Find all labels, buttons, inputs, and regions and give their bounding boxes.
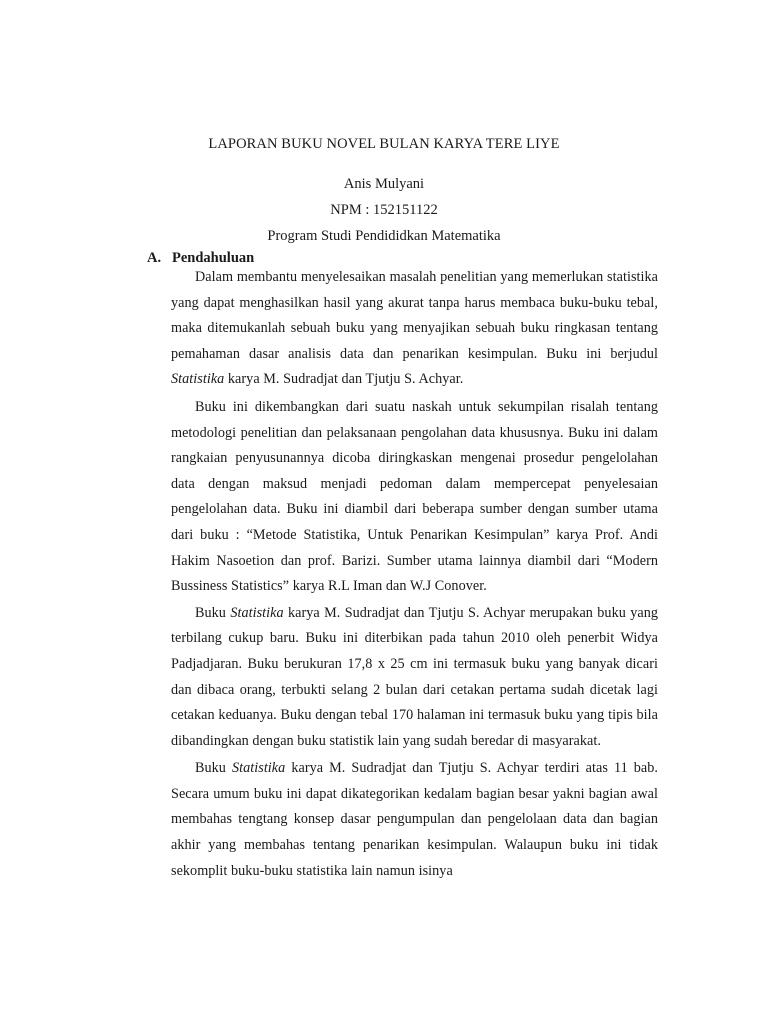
- paragraph: [171, 601, 658, 755]
- paragraph: [171, 265, 658, 393]
- book-title-italic: Statistika: [230, 604, 284, 621]
- paragraph-text: karya M. Sudradjat dan Tjutju S. Achyar merupakan buku yang terbilang cukup baru. Buku ini diterbikan pada tahun 2010 oleh penerbit Widya Padjadjaran. Buku berukuran 17,8 x 25 cm ini termasuk buku yang banyak dicari dan dibaca orang, terbukti selang 2 bulan dari cetakan pertama sudah dicetak lagi cetakan keduanya. Buku dengan tebal 170 halaman ini termasuk buku yang tipis bila dibandingkan dengan buku statistik lain yang sudah beredar di masyarakat.: [171, 604, 658, 749]
- book-title-italic: Statistika: [231, 760, 286, 777]
- paragraph: [171, 756, 658, 884]
- paragraph-text: Buku: [195, 604, 231, 621]
- paragraph-text: karya M. Sudradjat dan Tjutju S. Achyar terdiri atas 11 bab. Secara umum buku ini dapat dikategorikan kedalam bagian besar yakni bagian awal membahas tengtang konsep dasar pengumpulan dan pengelolaan data dan bagian akhir yang membahas tentang penarikan kesimpulan. Walaupun buku ini tidak sekomplit buku-buku statistika lain namun isinya: [171, 760, 658, 879]
- paragraph-text: Dalam membantu menyelesaikan masalah penelitian yang memerlukan statistika yang dapat menghasilkan hasil yang akurat tanpa harus membaca buku-buku tebal, maka ditemukanlah sebuah buku yang menyajikan sebuah buku ringkasan tentang pemahaman dasar analisis data dan penarikan kesimpulan. Buku ini berjudul: [171, 269, 658, 362]
- author-name: Anis Mulyani: [343, 176, 425, 192]
- study-program: Program Studi Pendididkan Matematika: [267, 228, 501, 244]
- section-marker: A.: [147, 250, 162, 266]
- paragraph-text: Buku: [195, 760, 232, 777]
- document-title: LAPORAN BUKU NOVEL BULAN KARYA TERE LIYE: [208, 136, 560, 152]
- paragraph: [171, 395, 658, 600]
- section-title: Pendahuluan: [172, 250, 255, 266]
- section-body: [171, 265, 658, 889]
- paragraph-text: karya M. Sudradjat dan Tjutju S. Achyar.: [224, 371, 464, 388]
- book-title-italic: Statistika: [171, 371, 225, 388]
- student-npm: NPM : 152151122: [330, 202, 438, 218]
- paragraph-text: Buku ini dikembangkan dari suatu naskah untuk sekumpilan risalah tentang metodologi penelitian dan pelaksanaan pengolahan data khususnya. Buku ini dalam rangkaian penyusunannya dicoba diringkaskan mengenai prosedur pengelolahan data dengan maksud menjadi pedoman dalam mempercepat penyelesaian pengelolahan data. Buku ini diambil dari beberapa sumber dengan sumber utama dari buku : “Metode Statistika, Untuk Penarikan Kesimpulan” karya Prof. Andi Hakim Nasoetion dan prof. Barizi. Sumber utama lainnya diambil dari “Modern Bussiness Statistics” karya R.L Iman dan W.J Conover.: [171, 398, 658, 595]
